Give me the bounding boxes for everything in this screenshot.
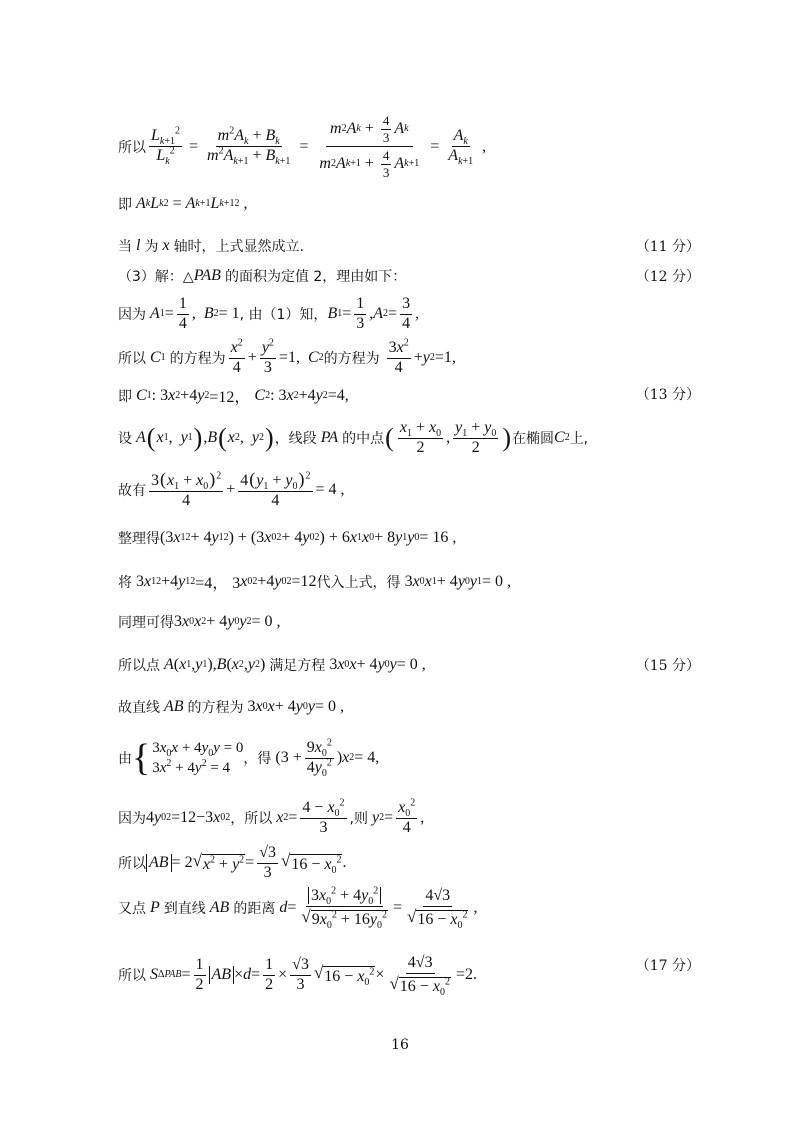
- text-part3-a: （3）解：△: [118, 269, 194, 285]
- text-daiku: 代入上式，得: [316, 574, 401, 591]
- text-tongli: 同理可得: [118, 615, 174, 631]
- text-ji: 即: [118, 197, 132, 213]
- line-guyou: 故有 $\frac{3(x_1 + x_0)^2}{4}$ + $\frac{4(y_1 + y_0)^2}{4}$ = 4 ,: [118, 469, 345, 509]
- text-suoyi-c1: 所以: [118, 351, 146, 368]
- line-ji-c1: 即 C 1 : 3 x 2 +4 y 2 =12， C 2 : 3 x 2 +4 y 2 =4,: [118, 386, 349, 406]
- line-suoyi-dian: 所以点 A ( x 1 , y 1 ), B ( x 2 , y 2 ) 满足方程 3 x 0 x + 4 y 0 y = 0 ,: [118, 656, 426, 674]
- line-l-axis: 当 l 为 x 轴时，上式显然成立.: [118, 237, 305, 255]
- score-15: （15 分）: [635, 658, 700, 674]
- score-11: （11 分）: [635, 239, 700, 255]
- text-you: 由: [118, 751, 132, 768]
- line-ji-akl: [118, 194, 700, 214]
- line-jiang: 将 3 x 1 2 +4 y 1 2 =4， 3 x 0 2 +4 y 0 2 =12 代入上式，得 3 x 0 x 1 + 4 y 0 y 1 = 0 ,: [118, 572, 512, 592]
- text-de: ，得: [243, 751, 272, 768]
- line-c1-c2-equations: 所以 C 1 的方程为 $\frac{x^2}{4}$ + $\frac{y^2}{3}$ =1, C 2 的方程为 $\frac{3x^2}{4}$ + y 2 =1,: [118, 337, 456, 376]
- text-yinwei: 因为: [118, 307, 146, 324]
- text-ze: ,则: [349, 811, 368, 828]
- text-part3-b: 的面积为定值 2，理由如下：: [224, 269, 407, 285]
- text-she: 设: [118, 431, 132, 448]
- text-youdian-p: 又点: [118, 901, 146, 918]
- text-de-fangcheng: 的方程为: [187, 700, 244, 716]
- text-on-ellipse: 在椭圆: [512, 431, 555, 448]
- score-12: （12 分）: [635, 269, 700, 285]
- text-suoyi-x2: ，所以: [230, 811, 273, 828]
- page-number: 16: [391, 1037, 409, 1053]
- score-13: （13 分）: [635, 387, 700, 403]
- formula-akl: A k L k 2 = A k+1 L k+1 2 ,: [136, 195, 248, 212]
- line-y0-sq: 因为 4 y 0 2 =12−3 x 0 2 ，所以 x 2 = $\frac{4 - x_0^2}{3}$ ,则 y 2 = $\frac{x_0^2}{4}$ ,: [118, 797, 425, 836]
- text-wei: 为: [144, 239, 159, 255]
- text-yinwei2: 因为: [118, 811, 146, 828]
- line-system: 由 { $3x_0x + 4y_0y = 0$ $3x^2 + 4y^2 = 4$ ，得 (3 + $\frac{9x_0^2}{4y_0^2}$ ) x 2 = 4,: [118, 737, 380, 780]
- text-suoyi-dian: 所以点: [118, 658, 160, 674]
- line-tongli: 同理可得 3 x 0 x 2 + 4 y 0 y 2 = 0 ,: [118, 613, 281, 631]
- line-given-values: 因为 A 1 = $\frac{1}{4}$ , B 2 = 1 , 由（1）知， B 1 = $\frac{1}{3}$ , A 2 = $\frac{3}{4}$ ,: [118, 295, 420, 332]
- line-ratio-l: [118, 112, 700, 182]
- text-gu-zhixian: 故直线: [118, 700, 160, 716]
- text-segment: ，线段: [274, 431, 317, 448]
- text-dang: 当: [118, 239, 132, 255]
- text-fangcheng-2: 的方程为: [323, 351, 380, 368]
- text-manzu: 满足方程: [269, 658, 326, 674]
- text-suoyi: 所以: [118, 139, 146, 156]
- text-shang: 上,: [569, 431, 589, 448]
- text-l-axis-rest: 轴时，上式显然成立.: [173, 239, 305, 255]
- text-dao-zhixian: 到直线: [163, 901, 206, 918]
- text-zhengli: 整理得: [118, 531, 160, 547]
- text-ji-c1: 即: [118, 388, 132, 405]
- line-distance: 又点 P 到直线 AB 的距离 d = $3x_0^2 + 4y_0^2$ √ $9x_0^2 + 16y_0^2$ = 4√3 √ $16 - x_0^2$ ,: [118, 885, 478, 931]
- text-you1zhi: , 由（1）知，: [239, 307, 328, 324]
- text-guyou: 故有: [118, 482, 146, 499]
- line-part3: （3）解：△ PAB 的面积为定值 2，理由如下：: [118, 267, 407, 285]
- text-de-juli: 的距离: [233, 901, 276, 918]
- text-midpoint: 的中点: [342, 431, 385, 448]
- text-suoyi-ab: 所以: [118, 856, 146, 873]
- text-fangcheng-1: 的方程为: [169, 351, 226, 368]
- score-17: （17 分）: [635, 958, 700, 974]
- line-area: 所以 S ΔPAB = $\frac{1}{2}$ AB × d = $\frac{1}{2}$ × $\frac{√3}{3}$ √ $16 - x_0^2$ × 4√3 √ $16 - x_0^2$ =2.: [118, 954, 477, 998]
- line-ab-length: 所以 AB = 2 √ $x^2 + y^2$ = $\frac{√3}{3}$ √ $16 - x_0^2$ .: [118, 844, 347, 881]
- text-suoyi-s: 所以: [118, 968, 146, 985]
- line-zhengli: 整理得 (3 x 1 2 + 4 y 1 2 ) + (3 x 0 2 + 4 y 0 2 ) + 6 x 1 x 0 + 8 y 1 y 0 = 16 ,: [118, 529, 457, 547]
- formula-ratio: $\frac{L_{k+1}^2}{L_k^2}$ = $\frac{m^2A_k + B_k}{m^2A_{k+1} + B_{k+1}}$ = m 2 A k + $\frac{4}{3}$ A k m 2 A k+1 + $\frac{4}{3}$ A k+1 = $\frac{A_k}{A_{k+1}}$ ,: [151, 113, 487, 180]
- line-midpoint: 设 A ( x 1 , y 1 ) , B ( x 2 , y 2 ) ，线段 PA 的中点 ( $\frac{x_1 + x_0}{2}$ , $\frac{y_1 + y_0}{2}$ ) 在椭圆 C 2 上,: [118, 419, 589, 456]
- line-zhixian-ab: 故直线 AB 的方程为 3 x 0 x + 4 y 0 y = 0 ,: [118, 698, 345, 716]
- text-jiang: 将: [118, 574, 132, 591]
